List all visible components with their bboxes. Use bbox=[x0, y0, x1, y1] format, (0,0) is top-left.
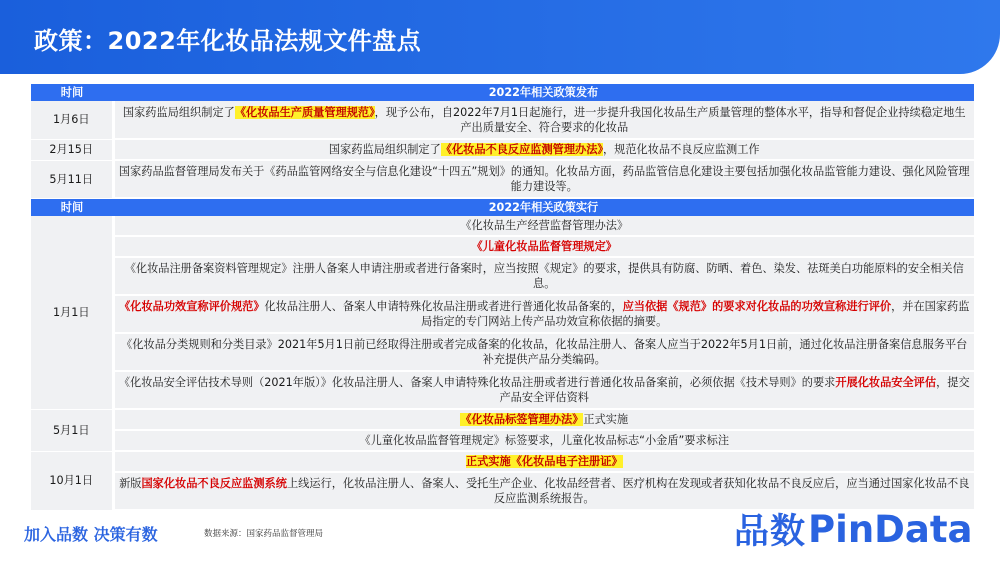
policy-table bbox=[31, 84, 974, 511]
row-date: 5月1日 bbox=[31, 409, 113, 451]
section-header-release bbox=[31, 84, 974, 101]
row-date: 2月15日 bbox=[31, 139, 113, 160]
col-time-header: 时间 bbox=[31, 198, 113, 216]
row-text: 《化妆品标签管理办法》正式实施 bbox=[113, 409, 974, 430]
logo-cn: 品数 bbox=[734, 512, 807, 552]
row-text: 《化妆品功效宣称评价规范》化妆品注册人、备案人申请特殊化妆品注册或者进行普通化妆品备案的，应当依据《规范》的要求对化妆品的功效宣称进行评价，并在国家药监局指定的专门网站上传产品功效宣称依据的摘要。 bbox=[113, 295, 974, 333]
row-date: 1月1日 bbox=[31, 216, 113, 409]
table-row bbox=[31, 216, 974, 236]
row-date: 10月1日 bbox=[31, 451, 113, 510]
row-text: 《化妆品分类规则和分类目录》2021年5月1日前已经取得注册或者完成备案的化妆品，化妆品注册人、备案人应当于2022年5月1日前，通过化妆品注册备案信息服务平台补充提供产品分类编码。 bbox=[113, 333, 974, 371]
row-text: 国家药监局组织制定了《化妆品生产质量管理规范》，现予公布，自2022年7月1日起施行，进一步提升我国化妆品生产质量管理的整体水平，指导和督促企业持续稳定地生产出质量安全、符合要求的化妆品 bbox=[113, 101, 974, 139]
table-row bbox=[31, 101, 974, 139]
data-source: 数据来源：国家药品监督管理局 bbox=[204, 529, 324, 539]
section-title: 2022年相关政策实行 bbox=[113, 198, 974, 216]
highlighted-title: 《化妆品不良反应监测管理办法》 bbox=[440, 143, 603, 156]
table-row bbox=[31, 472, 974, 510]
highlighted-title: 《化妆品标签管理办法》 bbox=[460, 413, 584, 426]
page-header bbox=[0, 0, 1000, 74]
highlighted-title: 《化妆品生产质量管理规范》 bbox=[234, 105, 375, 119]
table-row bbox=[31, 139, 974, 160]
slogan: 加入品数 决策有数 bbox=[24, 525, 158, 544]
section-header-implementation bbox=[31, 198, 974, 216]
table-row bbox=[31, 160, 974, 198]
table-row bbox=[31, 333, 974, 371]
highlighted-title: 《化妆品电子注册证》 bbox=[510, 455, 623, 468]
brand-logo bbox=[734, 506, 973, 552]
row-text: 《化妆品生产经营监督管理办法》 bbox=[113, 216, 974, 236]
row-text: 《儿童化妆品监督管理规定》 bbox=[113, 236, 974, 257]
table-row bbox=[31, 371, 974, 409]
row-text: 国家药监局组织制定了《化妆品不良反应监测管理办法》，规范化妆品不良反应监测工作 bbox=[113, 139, 974, 160]
row-text: 《化妆品注册备案资料管理规定》注册人备案人申请注册或者进行备案时，应当按照《规定》的要求，提供具有防腐、防晒、着色、染发、祛斑美白功能原料的安全相关信息。 bbox=[113, 257, 974, 295]
table-row bbox=[31, 451, 974, 472]
row-text: 《化妆品安全评估技术导则（2021年版）》化妆品注册人、备案人申请特殊化妆品注册或者进行普通化妆品备案前，必须依据《技术导则》的要求开展化妆品安全评估，提交产品安全评估资料 bbox=[113, 371, 974, 409]
row-text: 正式实施《化妆品电子注册证》 bbox=[113, 451, 974, 472]
table-row bbox=[31, 430, 974, 451]
col-time-header: 时间 bbox=[31, 84, 113, 101]
row-date: 5月11日 bbox=[31, 160, 113, 198]
page-title: 政策：2022年化妆品法规文件盘点 bbox=[34, 27, 422, 55]
section-title: 2022年相关政策发布 bbox=[113, 84, 974, 101]
row-text: 国家药品监督管理局发布关于《药品监管网络安全与信息化建设“十四五”规划》的通知。化妆品方面，药品监管信息化建设主要包括加强化妆品监管能力建设、强化风险管理能力建设等。 bbox=[113, 160, 974, 198]
table-row bbox=[31, 257, 974, 295]
logo-en: PinData bbox=[808, 507, 973, 551]
table-row bbox=[31, 409, 974, 430]
row-date: 1月6日 bbox=[31, 101, 113, 139]
table-row bbox=[31, 236, 974, 257]
row-text: 新版国家化妆品不良反应监测系统上线运行，化妆品注册人、备案人、受托生产企业、化妆品经营者、医疗机构在发现或者获知化妆品不良反应后，应当通过国家化妆品不良反应监测系统报告。 bbox=[113, 472, 974, 510]
table-row bbox=[31, 295, 974, 333]
row-text: 《儿童化妆品监督管理规定》标签要求，儿童化妆品标志“小金盾”要求标注 bbox=[113, 430, 974, 451]
